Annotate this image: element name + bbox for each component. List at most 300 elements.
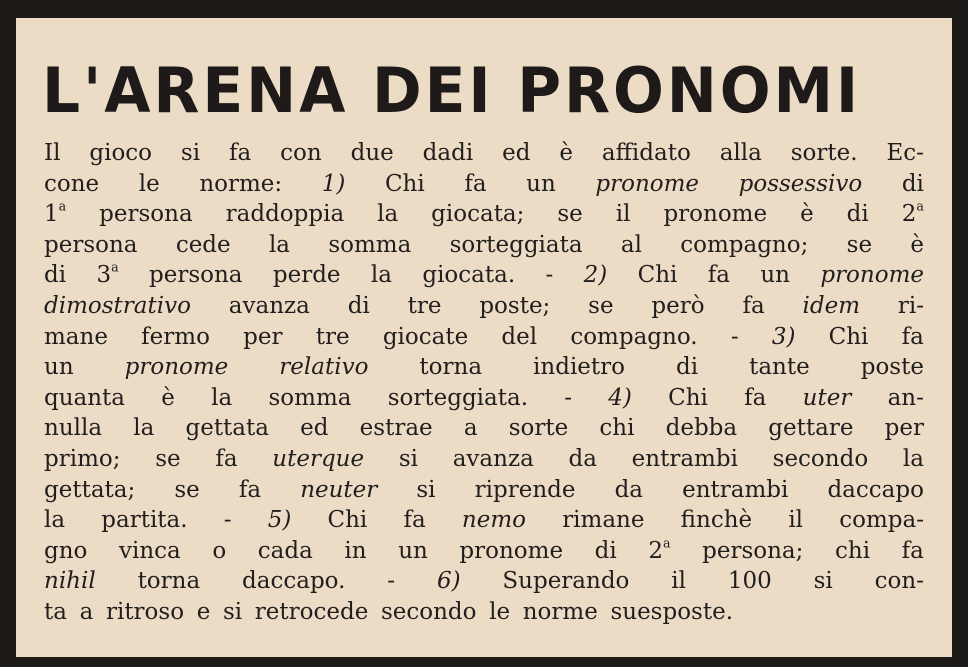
word-text: Chi (327, 507, 368, 534)
word (526, 169, 556, 200)
word-text: a (79, 598, 94, 625)
word-text: di (594, 537, 617, 564)
word-text: perde (272, 262, 341, 289)
word (215, 444, 237, 475)
word-text: pronome (820, 262, 924, 289)
word-text: compagno. (570, 323, 698, 350)
word (399, 444, 418, 475)
word-text: è (559, 140, 573, 166)
word-text: dimostrativo (44, 292, 191, 319)
word-text: persona (149, 262, 243, 289)
word-text: un (398, 537, 428, 564)
text-line (44, 291, 924, 322)
word (608, 383, 632, 414)
word (44, 260, 66, 291)
word-text: fa (901, 323, 924, 350)
word (300, 475, 377, 506)
word-text: fa (464, 170, 487, 197)
word-text: estrae (359, 415, 433, 442)
word-text: pronome (459, 537, 564, 564)
word-text: sorteggiata (449, 231, 583, 258)
word (839, 505, 924, 536)
word-text: la (377, 201, 399, 228)
ordinal-superscript: a (58, 198, 67, 214)
word (533, 352, 625, 383)
word (803, 291, 861, 322)
word (564, 383, 572, 414)
word-text: somma (328, 231, 412, 258)
word-text: pronome (663, 201, 768, 228)
word (199, 169, 282, 200)
word (847, 199, 869, 230)
word (119, 536, 181, 567)
text-line (44, 475, 924, 506)
word-text: dadi (422, 140, 474, 166)
word-text: idem (802, 292, 861, 319)
word (223, 597, 242, 628)
word-text: se (588, 292, 614, 319)
word-text: 100 (727, 568, 772, 595)
word (229, 138, 251, 169)
word-text: Ec- (886, 140, 924, 166)
word-text: la (370, 262, 392, 289)
word (610, 597, 733, 628)
word-text: la (44, 507, 66, 534)
word-text: in (344, 537, 367, 564)
word-text: è (161, 384, 175, 411)
word (344, 536, 366, 567)
ordinal-superscript: a (111, 259, 119, 275)
word (760, 260, 790, 291)
word (602, 138, 691, 169)
word-text: un (760, 262, 790, 289)
word (226, 199, 345, 230)
word-text: persona (44, 231, 138, 258)
word (44, 230, 138, 261)
word-text: suesposte. (610, 598, 734, 625)
word-text: fa (215, 445, 238, 472)
word (681, 505, 752, 536)
word-text: avanza (452, 445, 534, 472)
word (360, 413, 433, 444)
word-text: affidato (601, 140, 691, 166)
word (300, 413, 328, 444)
word-text: 2) (583, 262, 608, 289)
word-text: se (846, 231, 873, 258)
word-text: norme: (199, 170, 283, 197)
word (479, 291, 550, 322)
word (419, 352, 482, 383)
word-text: fermo (141, 323, 210, 350)
word (280, 138, 322, 169)
word (569, 444, 597, 475)
word-text: la (902, 445, 924, 472)
word-text: relativo (279, 354, 369, 381)
word (44, 597, 67, 628)
word (453, 444, 534, 475)
word-text: le (138, 170, 160, 197)
word (680, 230, 808, 261)
word (902, 536, 924, 567)
word-text: sorte (508, 415, 569, 442)
word-text: compa- (839, 507, 924, 534)
word (708, 260, 730, 291)
word (44, 169, 99, 200)
word (174, 475, 199, 506)
word (632, 444, 738, 475)
word (44, 352, 74, 383)
word-text: chi (599, 415, 635, 442)
word (243, 322, 282, 353)
word (827, 475, 923, 506)
word-text: chi (835, 537, 871, 564)
text-line (44, 169, 924, 200)
word-text: Il (44, 140, 61, 166)
word (44, 199, 66, 230)
word-text: norme (522, 598, 598, 625)
word (861, 352, 924, 383)
word (903, 444, 924, 475)
word (229, 291, 310, 322)
word (279, 352, 368, 383)
word-text: possessivo (738, 170, 863, 197)
word (141, 322, 210, 353)
word (462, 505, 526, 536)
word-text: fa (238, 476, 262, 503)
word-text: 2 (648, 537, 663, 564)
word (96, 260, 118, 291)
word (197, 597, 211, 628)
word-text: entrambi (682, 476, 789, 503)
word (663, 199, 767, 230)
word-text: secondo (380, 598, 477, 625)
word-text: sorte. (790, 140, 858, 166)
word (772, 322, 796, 353)
word (651, 291, 704, 322)
word (676, 352, 698, 383)
word-text: 2 (901, 201, 917, 228)
word-text: somma (268, 384, 352, 411)
word-text: nemo (461, 507, 526, 534)
word-text: nulla (44, 415, 103, 442)
word-text: di (44, 262, 67, 289)
word (459, 536, 563, 567)
word-text: da (614, 476, 643, 503)
word-text: ri- (897, 292, 924, 319)
text-line (44, 505, 924, 536)
word (44, 413, 102, 444)
word (788, 505, 803, 536)
word-text: tre (315, 323, 350, 350)
word-text: an- (887, 384, 924, 411)
word (720, 138, 762, 169)
word-text: secondo (772, 445, 869, 472)
word-text: riprende (474, 476, 576, 503)
word-text: si (416, 476, 436, 503)
word (501, 322, 537, 353)
word-text: quanta (44, 384, 126, 411)
word (464, 413, 478, 444)
word-text: 4) (608, 384, 632, 411)
text-line (44, 352, 924, 383)
word (224, 505, 232, 536)
word-text: è (800, 201, 814, 228)
word-text: al (620, 231, 642, 258)
word (546, 260, 554, 291)
word-text: neuter (300, 476, 378, 503)
word (489, 597, 510, 628)
word-text: si (398, 445, 418, 472)
word-text: pronome (124, 354, 229, 381)
word-text: debba (665, 415, 738, 442)
word-text: fa (901, 537, 924, 564)
word-text: le (489, 598, 511, 625)
word-text: un (526, 170, 556, 197)
word (155, 444, 180, 475)
word-text: fa (707, 262, 730, 289)
word (464, 169, 486, 200)
word (80, 597, 94, 628)
text-line (44, 383, 924, 414)
word (621, 230, 642, 261)
word-text: o (212, 537, 227, 564)
word (599, 413, 634, 444)
word (138, 566, 201, 597)
word-text: partita. (101, 507, 188, 534)
word (595, 536, 617, 567)
word-text: il (788, 507, 804, 534)
word-text: Chi (828, 323, 869, 350)
word-text: di (846, 201, 869, 228)
word (437, 566, 461, 597)
word (101, 505, 187, 536)
word (682, 475, 788, 506)
word (44, 505, 65, 536)
word (595, 169, 699, 200)
word (422, 260, 515, 291)
word (269, 230, 290, 261)
word-text: mane (44, 323, 108, 350)
word (668, 383, 708, 414)
word-text: 1 (44, 201, 59, 228)
word (875, 566, 924, 597)
word-text: con (280, 140, 322, 166)
word (416, 475, 435, 506)
word-text: daccapo (827, 476, 924, 503)
word-text: gettata; (44, 476, 136, 503)
word-text: gettata (185, 415, 269, 442)
word (242, 566, 345, 597)
word-text: daccapo. (242, 568, 346, 595)
word-text: per (884, 415, 924, 442)
word (570, 322, 697, 353)
word (666, 413, 738, 444)
word (431, 199, 524, 230)
word (475, 475, 576, 506)
word-text: uter (802, 384, 852, 411)
word (211, 383, 232, 414)
word (559, 138, 573, 169)
word-text: uterque (272, 445, 365, 472)
word (814, 566, 833, 597)
word-text: raddoppia (225, 201, 345, 228)
word-text: 3) (771, 323, 796, 350)
word (387, 566, 395, 597)
word (773, 444, 869, 475)
word (322, 169, 346, 200)
word (749, 352, 810, 383)
word-text: fa (742, 292, 765, 319)
word (385, 169, 425, 200)
word (902, 199, 924, 230)
word (450, 230, 583, 261)
word (847, 230, 872, 261)
word-text: di (347, 292, 370, 319)
word-text: - (564, 384, 573, 411)
word-text: persona; (702, 537, 804, 564)
word-text: la (268, 231, 291, 258)
word-text: gioco (89, 140, 153, 166)
word-text: il (615, 201, 631, 228)
word (139, 169, 160, 200)
word (768, 413, 853, 444)
word (902, 169, 924, 200)
word-text: - (223, 507, 232, 534)
word-text: poste (860, 354, 924, 381)
word (616, 199, 631, 230)
word (268, 383, 351, 414)
text-line (44, 566, 924, 597)
word (44, 138, 60, 169)
ordinal-superscript: a (916, 198, 924, 214)
word-text: - (730, 323, 739, 350)
word-text: un (44, 354, 74, 381)
word-text: primo; (44, 445, 121, 472)
word-text: rimane (562, 507, 645, 534)
word-text: 6) (436, 568, 461, 595)
word-text: nihil (44, 568, 96, 595)
word (671, 566, 686, 597)
word-text: ed (502, 140, 531, 166)
word (423, 138, 474, 169)
text-line (44, 199, 924, 230)
word (791, 138, 858, 169)
word (835, 536, 870, 567)
word-text: 3 (96, 262, 112, 289)
word (328, 230, 411, 261)
text-line (44, 260, 924, 291)
word (44, 291, 191, 322)
word-text: se (155, 445, 181, 472)
word (99, 199, 193, 230)
word-text: vinca (118, 537, 181, 564)
word-text: poste; (479, 292, 551, 319)
word (562, 505, 644, 536)
word (502, 138, 530, 169)
word (803, 383, 852, 414)
text-line (44, 597, 924, 628)
word (381, 597, 477, 628)
word-text: avanza (228, 292, 310, 319)
word (44, 536, 87, 567)
word (739, 169, 863, 200)
word-text: cada (257, 537, 313, 564)
word-text: da (568, 445, 597, 472)
word (403, 505, 425, 536)
word-text: cone (44, 170, 100, 197)
word (185, 413, 269, 444)
word (502, 566, 629, 597)
word (523, 597, 598, 628)
word-text: giocata; (431, 201, 525, 228)
word (44, 566, 96, 597)
word (728, 566, 772, 597)
word-text: Superando (502, 568, 630, 595)
word-text: se (174, 476, 200, 503)
word-text: cede (175, 231, 231, 258)
word-text: gettare (768, 415, 854, 442)
word-text: persona (99, 201, 193, 228)
word (348, 291, 370, 322)
word (255, 597, 369, 628)
word (886, 138, 923, 169)
word-text: torna (137, 568, 201, 595)
word (44, 383, 125, 414)
word (181, 138, 200, 169)
word-text: di (676, 354, 699, 381)
word-text: alla (719, 140, 762, 166)
word-text: 1) (321, 170, 346, 197)
word (268, 505, 292, 536)
word-text: con- (874, 568, 924, 595)
text-line (44, 536, 924, 567)
word-text: ritroso (105, 598, 185, 625)
word (898, 291, 924, 322)
word-text: ed (300, 415, 329, 442)
word-text: compagno; (680, 231, 809, 258)
word (648, 536, 670, 567)
word-text: e (196, 598, 211, 625)
word-text: si (180, 140, 201, 166)
word-text: pronome (595, 170, 700, 197)
word (272, 444, 364, 475)
word-text: tre (407, 292, 442, 319)
article-body (44, 138, 924, 628)
word-text: tante (749, 354, 810, 381)
word (888, 383, 924, 414)
word-text: sorteggiata. (387, 384, 528, 411)
word-text: giocate (382, 323, 469, 350)
word (371, 260, 392, 291)
word (388, 383, 528, 414)
text-line (44, 322, 924, 353)
word (584, 260, 608, 291)
word (89, 138, 152, 169)
word-text: torna (419, 354, 483, 381)
text-line (44, 444, 924, 475)
word-text: di (901, 170, 924, 197)
word-text: 5) (267, 507, 292, 534)
word-text: si (222, 598, 243, 625)
article-title: L'ARENA DEI PRONOMI (42, 54, 862, 127)
word-text: la (211, 384, 233, 411)
word (44, 475, 135, 506)
word-text: però (651, 292, 705, 319)
word-text: è (910, 231, 924, 258)
word (820, 260, 924, 291)
word (702, 536, 803, 567)
word-text: del (501, 323, 538, 350)
